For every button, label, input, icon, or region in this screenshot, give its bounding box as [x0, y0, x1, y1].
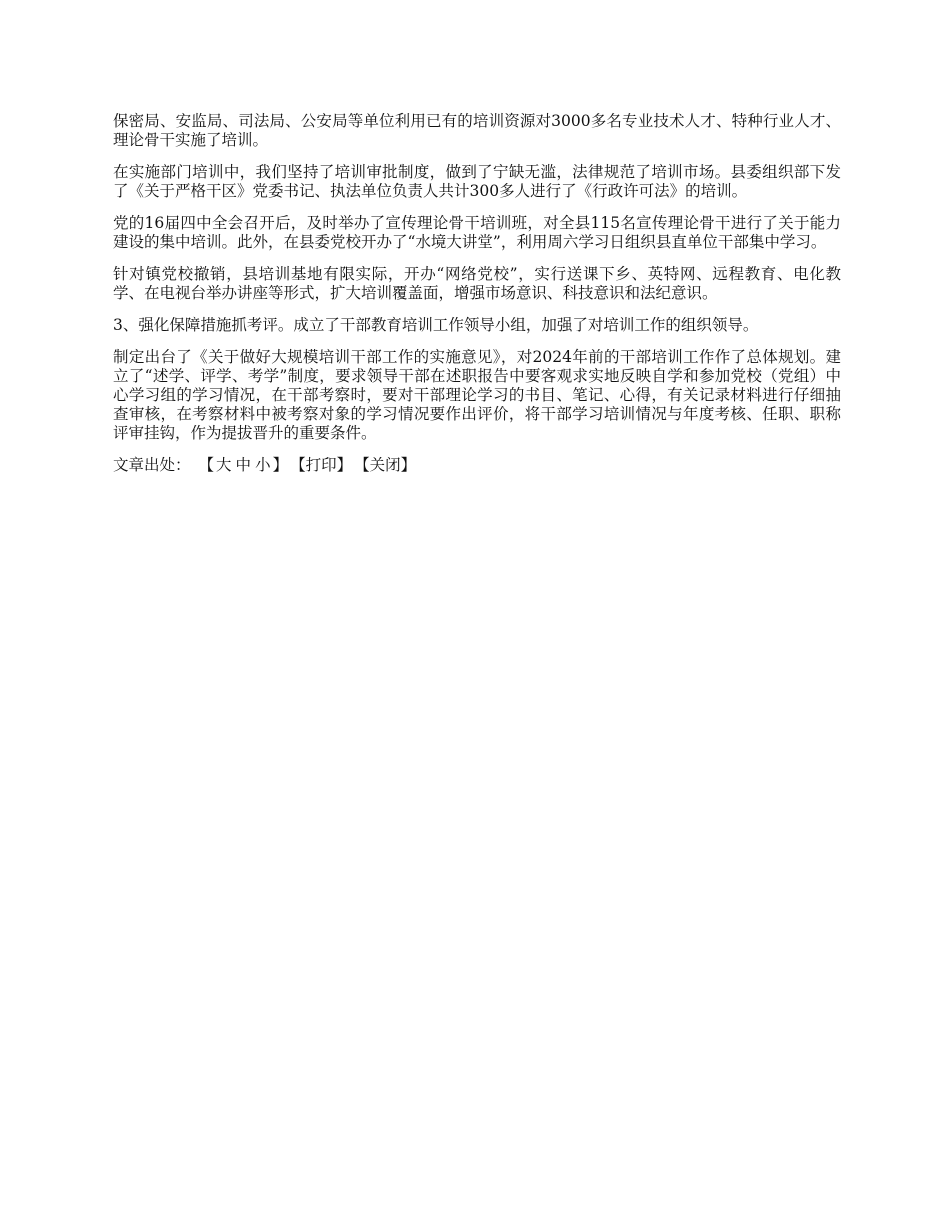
font-size-large-link[interactable]: 大 [216, 456, 232, 474]
open-bracket: 【 [198, 456, 215, 474]
article-paragraph-3: 党的16届四中全会召开后，及时举办了宣传理论骨干培训班，对全县115名宣传理论骨干进行了关于能力建设的集中培训。此外，在县委党校开办了“水境大讲堂”，利用周六学习日组织县直单位干部集中学习。 [113, 214, 841, 251]
close-bracket: 】 [336, 456, 353, 474]
print-link[interactable]: 打印 [305, 456, 337, 474]
article-paragraph-6: 制定出台了《关于做好大规模培训干部工作的实施意见》，对2024年前的干部培训工作作了总体规划。建立了“述学、评学、考学”制度，要求领导干部在述职报告中要客观求实地反映自学和参加党校（党组）中心学习组的学习情况，在干部考察时，要对干部理论学习的书目、笔记、心得，有关记录材料进行仔细抽查审核，在考察材料中被考察对象的学习情况要作出评价，将干部学习培训情况与年度考核、任职、职称评审挂钩，作为提拔晋升的重要条件。 [113, 348, 841, 442]
article-paragraph-1: 保密局、安监局、司法局、公安局等单位利用已有的培训资源对3000多名专业技术人才、特种行业人才、理论骨干实施了培训。 [113, 112, 841, 149]
article-body [113, 112, 841, 475]
open-bracket: 【 [354, 456, 370, 474]
close-control [354, 456, 416, 475]
open-bracket: 【 [290, 456, 306, 474]
font-size-small-link[interactable]: 小 [255, 456, 271, 474]
article-paragraph-4: 针对镇党校撤销，县培训基地有限实际，开办“网络党校”，实行送课下乡、英特网、远程教育、电化教学、在电视台举办讲座等形式，扩大培训覆盖面，增强市场意识、科技意识和法纪意识。 [113, 265, 841, 302]
font-size-controls [199, 456, 289, 475]
source-label: 文章出处： [113, 456, 191, 474]
article-paragraph-2: 在实施部门培训中，我们坚持了培训审批制度，做到了宁缺无滥，法律规范了培训市场。县委组织部下发了《关于严格干区》党委书记、执法单位负责人共计300多人进行了《行政许可法》的培训。 [113, 163, 841, 200]
print-control [290, 456, 352, 475]
font-size-medium-link[interactable]: 中 [235, 456, 252, 474]
article-paragraph-5: 3、强化保障措施抓考评。成立了干部教育培训工作领导小组，加强了对培训工作的组织领导。 [113, 316, 759, 334]
close-bracket: 】 [272, 456, 289, 474]
article-footer [113, 456, 841, 475]
close-link[interactable]: 关闭 [369, 456, 401, 474]
close-bracket: 】 [400, 456, 417, 474]
